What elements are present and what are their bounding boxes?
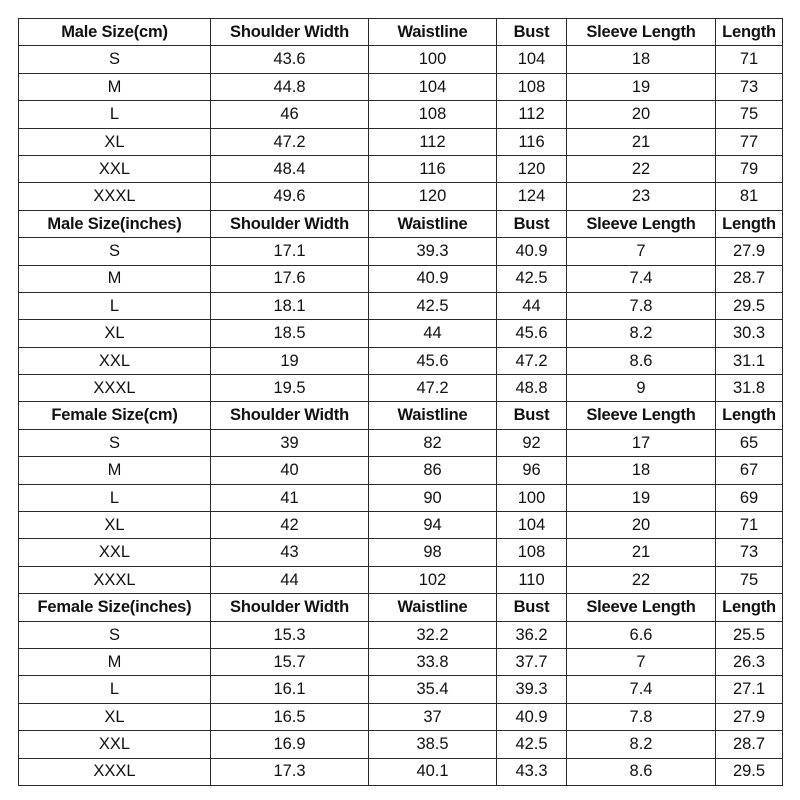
column-header-sleeve-length: Sleeve Length xyxy=(567,402,716,429)
shoulder-width-cell: 16.5 xyxy=(211,703,369,730)
sleeve-length-cell: 7.8 xyxy=(567,703,716,730)
length-cell: 27.1 xyxy=(716,676,783,703)
size-label-cell: S xyxy=(19,621,211,648)
waistline-cell: 44 xyxy=(369,320,497,347)
waistline-cell: 39.3 xyxy=(369,238,497,265)
shoulder-width-cell: 46 xyxy=(211,101,369,128)
sleeve-length-cell: 21 xyxy=(567,128,716,155)
sleeve-length-cell: 8.6 xyxy=(567,347,716,374)
waistline-cell: 102 xyxy=(369,566,497,593)
column-header-waistline: Waistline xyxy=(369,210,497,237)
length-cell: 28.7 xyxy=(716,731,783,758)
length-cell: 77 xyxy=(716,128,783,155)
bust-cell: 112 xyxy=(497,101,567,128)
size-label-cell: XXL xyxy=(19,155,211,182)
shoulder-width-cell: 15.7 xyxy=(211,648,369,675)
size-label-cell: M xyxy=(19,265,211,292)
section-header-row xyxy=(19,210,783,237)
waistline-cell: 33.8 xyxy=(369,648,497,675)
length-cell: 27.9 xyxy=(716,703,783,730)
size-label-cell: XXL xyxy=(19,347,211,374)
waistline-cell: 112 xyxy=(369,128,497,155)
waistline-cell: 98 xyxy=(369,539,497,566)
table-row xyxy=(19,265,783,292)
column-header-bust: Bust xyxy=(497,210,567,237)
column-header-length: Length xyxy=(716,19,783,46)
sleeve-length-cell: 8.2 xyxy=(567,731,716,758)
waistline-cell: 94 xyxy=(369,512,497,539)
size-label-cell: XL xyxy=(19,128,211,155)
waistline-cell: 38.5 xyxy=(369,731,497,758)
size-label-cell: XXXL xyxy=(19,566,211,593)
size-label-cell: XXXL xyxy=(19,183,211,210)
bust-cell: 40.9 xyxy=(497,703,567,730)
sleeve-length-cell: 18 xyxy=(567,457,716,484)
shoulder-width-cell: 48.4 xyxy=(211,155,369,182)
column-header-bust: Bust xyxy=(497,402,567,429)
size-label-cell: L xyxy=(19,484,211,511)
bust-cell: 110 xyxy=(497,566,567,593)
waistline-cell: 35.4 xyxy=(369,676,497,703)
column-header-shoulder-width: Shoulder Width xyxy=(211,594,369,621)
bust-cell: 40.9 xyxy=(497,238,567,265)
sleeve-length-cell: 22 xyxy=(567,155,716,182)
waistline-cell: 116 xyxy=(369,155,497,182)
shoulder-width-cell: 49.6 xyxy=(211,183,369,210)
bust-cell: 42.5 xyxy=(497,731,567,758)
shoulder-width-cell: 43.6 xyxy=(211,46,369,73)
column-header-waistline: Waistline xyxy=(369,19,497,46)
sleeve-length-cell: 17 xyxy=(567,429,716,456)
length-cell: 31.8 xyxy=(716,375,783,402)
size-label-cell: M xyxy=(19,648,211,675)
length-cell: 27.9 xyxy=(716,238,783,265)
column-header-bust: Bust xyxy=(497,594,567,621)
table-row xyxy=(19,566,783,593)
shoulder-width-cell: 15.3 xyxy=(211,621,369,648)
bust-cell: 43.3 xyxy=(497,758,567,785)
bust-cell: 96 xyxy=(497,457,567,484)
section-header-row xyxy=(19,19,783,46)
table-row xyxy=(19,292,783,319)
shoulder-width-cell: 44 xyxy=(211,566,369,593)
shoulder-width-cell: 18.5 xyxy=(211,320,369,347)
bust-cell: 116 xyxy=(497,128,567,155)
table-row xyxy=(19,539,783,566)
size-label-cell: XL xyxy=(19,703,211,730)
section-title-cell: Female Size(inches) xyxy=(19,594,211,621)
sleeve-length-cell: 22 xyxy=(567,566,716,593)
bust-cell: 104 xyxy=(497,46,567,73)
length-cell: 26.3 xyxy=(716,648,783,675)
bust-cell: 39.3 xyxy=(497,676,567,703)
length-cell: 30.3 xyxy=(716,320,783,347)
shoulder-width-cell: 43 xyxy=(211,539,369,566)
size-label-cell: S xyxy=(19,46,211,73)
size-label-cell: XXL xyxy=(19,539,211,566)
column-header-waistline: Waistline xyxy=(369,594,497,621)
length-cell: 71 xyxy=(716,512,783,539)
shoulder-width-cell: 42 xyxy=(211,512,369,539)
shoulder-width-cell: 41 xyxy=(211,484,369,511)
column-header-sleeve-length: Sleeve Length xyxy=(567,19,716,46)
table-row xyxy=(19,46,783,73)
sleeve-length-cell: 18 xyxy=(567,46,716,73)
length-cell: 81 xyxy=(716,183,783,210)
size-chart-body xyxy=(19,19,783,786)
shoulder-width-cell: 16.9 xyxy=(211,731,369,758)
size-label-cell: M xyxy=(19,73,211,100)
column-header-sleeve-length: Sleeve Length xyxy=(567,210,716,237)
length-cell: 73 xyxy=(716,539,783,566)
bust-cell: 100 xyxy=(497,484,567,511)
waistline-cell: 86 xyxy=(369,457,497,484)
shoulder-width-cell: 39 xyxy=(211,429,369,456)
table-row xyxy=(19,101,783,128)
bust-cell: 108 xyxy=(497,539,567,566)
length-cell: 29.5 xyxy=(716,292,783,319)
length-cell: 73 xyxy=(716,73,783,100)
size-label-cell: L xyxy=(19,292,211,319)
column-header-shoulder-width: Shoulder Width xyxy=(211,210,369,237)
length-cell: 75 xyxy=(716,101,783,128)
waistline-cell: 32.2 xyxy=(369,621,497,648)
sleeve-length-cell: 7 xyxy=(567,648,716,675)
sleeve-length-cell: 6.6 xyxy=(567,621,716,648)
size-label-cell: XXXL xyxy=(19,758,211,785)
table-row xyxy=(19,128,783,155)
column-header-waistline: Waistline xyxy=(369,402,497,429)
shoulder-width-cell: 47.2 xyxy=(211,128,369,155)
table-row xyxy=(19,512,783,539)
shoulder-width-cell: 19 xyxy=(211,347,369,374)
table-row xyxy=(19,320,783,347)
table-row xyxy=(19,648,783,675)
table-row xyxy=(19,676,783,703)
section-header-row xyxy=(19,402,783,429)
table-row xyxy=(19,429,783,456)
waistline-cell: 45.6 xyxy=(369,347,497,374)
sleeve-length-cell: 23 xyxy=(567,183,716,210)
column-header-sleeve-length: Sleeve Length xyxy=(567,594,716,621)
bust-cell: 45.6 xyxy=(497,320,567,347)
length-cell: 65 xyxy=(716,429,783,456)
waistline-cell: 104 xyxy=(369,73,497,100)
sleeve-length-cell: 7 xyxy=(567,238,716,265)
shoulder-width-cell: 17.1 xyxy=(211,238,369,265)
column-header-shoulder-width: Shoulder Width xyxy=(211,402,369,429)
bust-cell: 104 xyxy=(497,512,567,539)
table-row xyxy=(19,155,783,182)
section-title-cell: Male Size(inches) xyxy=(19,210,211,237)
length-cell: 25.5 xyxy=(716,621,783,648)
waistline-cell: 100 xyxy=(369,46,497,73)
column-header-length: Length xyxy=(716,210,783,237)
table-row xyxy=(19,703,783,730)
sleeve-length-cell: 19 xyxy=(567,73,716,100)
shoulder-width-cell: 17.3 xyxy=(211,758,369,785)
length-cell: 31.1 xyxy=(716,347,783,374)
table-row xyxy=(19,73,783,100)
table-row xyxy=(19,238,783,265)
sleeve-length-cell: 7.8 xyxy=(567,292,716,319)
waistline-cell: 82 xyxy=(369,429,497,456)
size-label-cell: S xyxy=(19,238,211,265)
sleeve-length-cell: 21 xyxy=(567,539,716,566)
length-cell: 69 xyxy=(716,484,783,511)
sleeve-length-cell: 19 xyxy=(567,484,716,511)
length-cell: 29.5 xyxy=(716,758,783,785)
sleeve-length-cell: 7.4 xyxy=(567,265,716,292)
section-title-cell: Female Size(cm) xyxy=(19,402,211,429)
waistline-cell: 120 xyxy=(369,183,497,210)
size-label-cell: XXL xyxy=(19,731,211,758)
table-row xyxy=(19,484,783,511)
waistline-cell: 40.9 xyxy=(369,265,497,292)
size-chart-table xyxy=(18,18,783,786)
column-header-shoulder-width: Shoulder Width xyxy=(211,19,369,46)
waistline-cell: 47.2 xyxy=(369,375,497,402)
bust-cell: 47.2 xyxy=(497,347,567,374)
shoulder-width-cell: 17.6 xyxy=(211,265,369,292)
length-cell: 79 xyxy=(716,155,783,182)
column-header-length: Length xyxy=(716,402,783,429)
table-row xyxy=(19,183,783,210)
table-row xyxy=(19,621,783,648)
table-row xyxy=(19,347,783,374)
section-header-row xyxy=(19,594,783,621)
bust-cell: 120 xyxy=(497,155,567,182)
length-cell: 71 xyxy=(716,46,783,73)
shoulder-width-cell: 44.8 xyxy=(211,73,369,100)
bust-cell: 108 xyxy=(497,73,567,100)
length-cell: 75 xyxy=(716,566,783,593)
sleeve-length-cell: 8.6 xyxy=(567,758,716,785)
shoulder-width-cell: 16.1 xyxy=(211,676,369,703)
bust-cell: 92 xyxy=(497,429,567,456)
bust-cell: 36.2 xyxy=(497,621,567,648)
size-label-cell: M xyxy=(19,457,211,484)
sleeve-length-cell: 20 xyxy=(567,101,716,128)
bust-cell: 42.5 xyxy=(497,265,567,292)
shoulder-width-cell: 18.1 xyxy=(211,292,369,319)
sleeve-length-cell: 20 xyxy=(567,512,716,539)
size-label-cell: XL xyxy=(19,512,211,539)
size-label-cell: XL xyxy=(19,320,211,347)
waistline-cell: 42.5 xyxy=(369,292,497,319)
waistline-cell: 37 xyxy=(369,703,497,730)
table-row xyxy=(19,457,783,484)
size-label-cell: L xyxy=(19,676,211,703)
waistline-cell: 90 xyxy=(369,484,497,511)
column-header-bust: Bust xyxy=(497,19,567,46)
length-cell: 28.7 xyxy=(716,265,783,292)
bust-cell: 44 xyxy=(497,292,567,319)
length-cell: 67 xyxy=(716,457,783,484)
table-row xyxy=(19,375,783,402)
sleeve-length-cell: 7.4 xyxy=(567,676,716,703)
section-title-cell: Male Size(cm) xyxy=(19,19,211,46)
bust-cell: 48.8 xyxy=(497,375,567,402)
table-row xyxy=(19,731,783,758)
shoulder-width-cell: 40 xyxy=(211,457,369,484)
shoulder-width-cell: 19.5 xyxy=(211,375,369,402)
size-label-cell: S xyxy=(19,429,211,456)
sleeve-length-cell: 8.2 xyxy=(567,320,716,347)
column-header-length: Length xyxy=(716,594,783,621)
sleeve-length-cell: 9 xyxy=(567,375,716,402)
waistline-cell: 40.1 xyxy=(369,758,497,785)
bust-cell: 37.7 xyxy=(497,648,567,675)
size-label-cell: XXXL xyxy=(19,375,211,402)
table-row xyxy=(19,758,783,785)
waistline-cell: 108 xyxy=(369,101,497,128)
bust-cell: 124 xyxy=(497,183,567,210)
size-label-cell: L xyxy=(19,101,211,128)
